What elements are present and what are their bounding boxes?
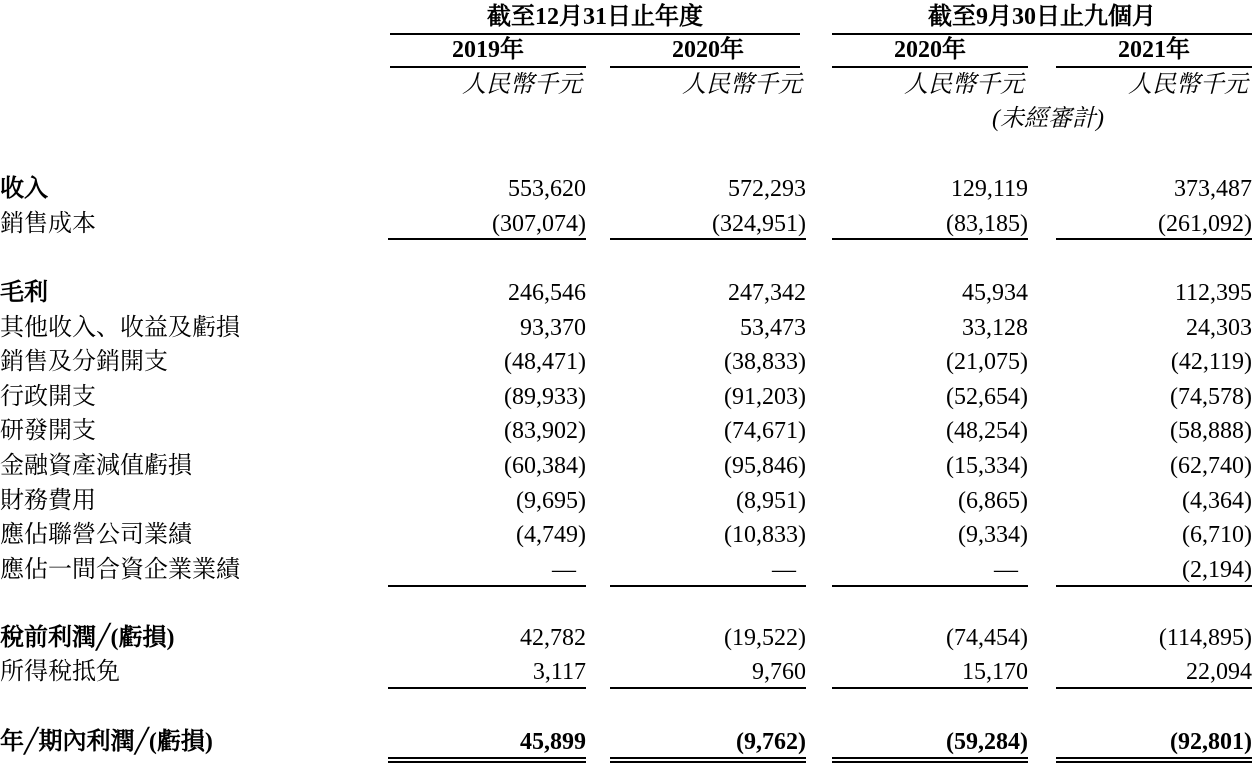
value-cell: (89,933) bbox=[504, 384, 586, 410]
value-cell: (9,695) bbox=[516, 488, 586, 514]
total-double-rule bbox=[1056, 757, 1252, 763]
unaudited-note: (未經審計) bbox=[992, 106, 1104, 132]
value-cell: 93,370 bbox=[520, 315, 586, 341]
value-cell: (74,578) bbox=[1170, 384, 1252, 410]
value-cell: — bbox=[552, 557, 576, 583]
value-cell: (9,334) bbox=[958, 522, 1028, 548]
subtotal-rule bbox=[388, 238, 586, 240]
value-cell: (9,762) bbox=[736, 729, 806, 755]
column-year-2020: 2020年 bbox=[672, 37, 744, 63]
value-cell: (48,471) bbox=[504, 349, 586, 375]
value-cell: 3,117 bbox=[532, 659, 586, 685]
value-cell: 53,473 bbox=[740, 315, 806, 341]
row-label: 應佔一間合資企業業績 bbox=[0, 557, 240, 583]
value-cell: 247,342 bbox=[728, 280, 806, 306]
subtotal-rule bbox=[610, 585, 806, 587]
value-cell: (59,284) bbox=[946, 729, 1028, 755]
subtotal-rule bbox=[832, 687, 1028, 689]
value-cell: 45,934 bbox=[962, 280, 1028, 306]
value-cell: (83,185) bbox=[946, 211, 1028, 237]
unit-label: 人民幣千元 bbox=[1128, 72, 1248, 98]
row-label: 所得稅抵免 bbox=[0, 659, 120, 685]
subtotal-rule bbox=[1056, 585, 1252, 587]
value-cell: (261,092) bbox=[1158, 211, 1252, 237]
row-label: 應佔聯營公司業績 bbox=[0, 522, 192, 548]
row-label: 研發開支 bbox=[0, 418, 96, 444]
value-cell: (60,384) bbox=[504, 453, 586, 479]
value-cell: (95,846) bbox=[724, 453, 806, 479]
value-cell: 572,293 bbox=[728, 176, 806, 202]
value-cell: 112,395 bbox=[1174, 280, 1252, 306]
column-rule-2021-nine bbox=[1056, 66, 1252, 68]
row-label: 財務費用 bbox=[0, 488, 96, 514]
value-cell: (62,740) bbox=[1170, 453, 1252, 479]
value-cell: (58,888) bbox=[1170, 418, 1252, 444]
value-cell: — bbox=[994, 557, 1018, 583]
value-cell: (91,203) bbox=[724, 384, 806, 410]
total-double-rule bbox=[388, 757, 586, 763]
value-cell: 24,303 bbox=[1186, 315, 1252, 341]
value-cell: 42,782 bbox=[520, 625, 586, 651]
value-cell: (4,364) bbox=[1182, 488, 1252, 514]
value-cell: (42,119) bbox=[1170, 349, 1252, 375]
group-header-nine-months: 截至9月30日止九個月 bbox=[928, 4, 1156, 30]
row-label: 收入 bbox=[0, 176, 48, 202]
value-cell: (74,671) bbox=[724, 418, 806, 444]
total-double-rule bbox=[832, 757, 1028, 763]
column-rule-2020-nine bbox=[832, 66, 1028, 68]
value-cell: 22,094 bbox=[1186, 659, 1252, 685]
value-cell: (2,194) bbox=[1182, 557, 1252, 583]
value-cell: (307,074) bbox=[492, 211, 586, 237]
value-cell: — bbox=[772, 557, 796, 583]
row-label: 稅前利潤╱(虧損) bbox=[0, 625, 175, 651]
row-label: 其他收入、收益及虧損 bbox=[0, 315, 240, 341]
value-cell: (74,454) bbox=[946, 625, 1028, 651]
value-cell: 373,487 bbox=[1174, 176, 1252, 202]
subtotal-rule bbox=[610, 238, 806, 240]
value-cell: (19,522) bbox=[724, 625, 806, 651]
unit-label: 人民幣千元 bbox=[904, 72, 1024, 98]
value-cell: 45,899 bbox=[520, 729, 586, 755]
value-cell: 553,620 bbox=[508, 176, 586, 202]
value-cell: (92,801) bbox=[1170, 729, 1252, 755]
subtotal-rule bbox=[388, 687, 586, 689]
subtotal-rule bbox=[832, 238, 1028, 240]
value-cell: (10,833) bbox=[724, 522, 806, 548]
value-cell: 33,128 bbox=[962, 315, 1028, 341]
value-cell: (48,254) bbox=[946, 418, 1028, 444]
value-cell: (83,902) bbox=[504, 418, 586, 444]
row-label: 毛利 bbox=[0, 280, 48, 306]
subtotal-rule bbox=[1056, 238, 1252, 240]
subtotal-rule bbox=[388, 585, 586, 587]
row-label: 金融資產減值虧損 bbox=[0, 453, 192, 479]
value-cell: (15,334) bbox=[946, 453, 1028, 479]
row-label: 行政開支 bbox=[0, 384, 96, 410]
value-cell: 129,119 bbox=[950, 176, 1028, 202]
column-year-2019: 2019年 bbox=[452, 37, 524, 63]
row-label: 年╱期內利潤╱(虧損) bbox=[0, 729, 213, 755]
column-year-2020-nine: 2020年 bbox=[894, 37, 966, 63]
value-cell: 246,546 bbox=[508, 280, 586, 306]
value-cell: (6,865) bbox=[958, 488, 1028, 514]
unit-label: 人民幣千元 bbox=[682, 72, 802, 98]
subtotal-rule bbox=[832, 585, 1028, 587]
row-label: 銷售及分銷開支 bbox=[0, 349, 168, 375]
column-year-2021-nine: 2021年 bbox=[1118, 37, 1190, 63]
value-cell: (114,895) bbox=[1158, 625, 1252, 651]
value-cell: 9,760 bbox=[752, 659, 806, 685]
subtotal-rule bbox=[1056, 687, 1252, 689]
value-cell: (52,654) bbox=[946, 384, 1028, 410]
group-header-year: 截至12月31日止年度 bbox=[487, 4, 703, 30]
unit-label: 人民幣千元 bbox=[462, 72, 582, 98]
value-cell: (6,710) bbox=[1182, 522, 1252, 548]
value-cell: 15,170 bbox=[962, 659, 1028, 685]
column-rule-2020 bbox=[610, 66, 800, 68]
value-cell: (21,075) bbox=[946, 349, 1028, 375]
row-label: 銷售成本 bbox=[0, 211, 96, 237]
column-rule-2019 bbox=[390, 66, 586, 68]
value-cell: (4,749) bbox=[516, 522, 586, 548]
value-cell: (8,951) bbox=[736, 488, 806, 514]
value-cell: (324,951) bbox=[712, 211, 806, 237]
subtotal-rule bbox=[610, 687, 806, 689]
value-cell: (38,833) bbox=[724, 349, 806, 375]
total-double-rule bbox=[610, 757, 806, 763]
